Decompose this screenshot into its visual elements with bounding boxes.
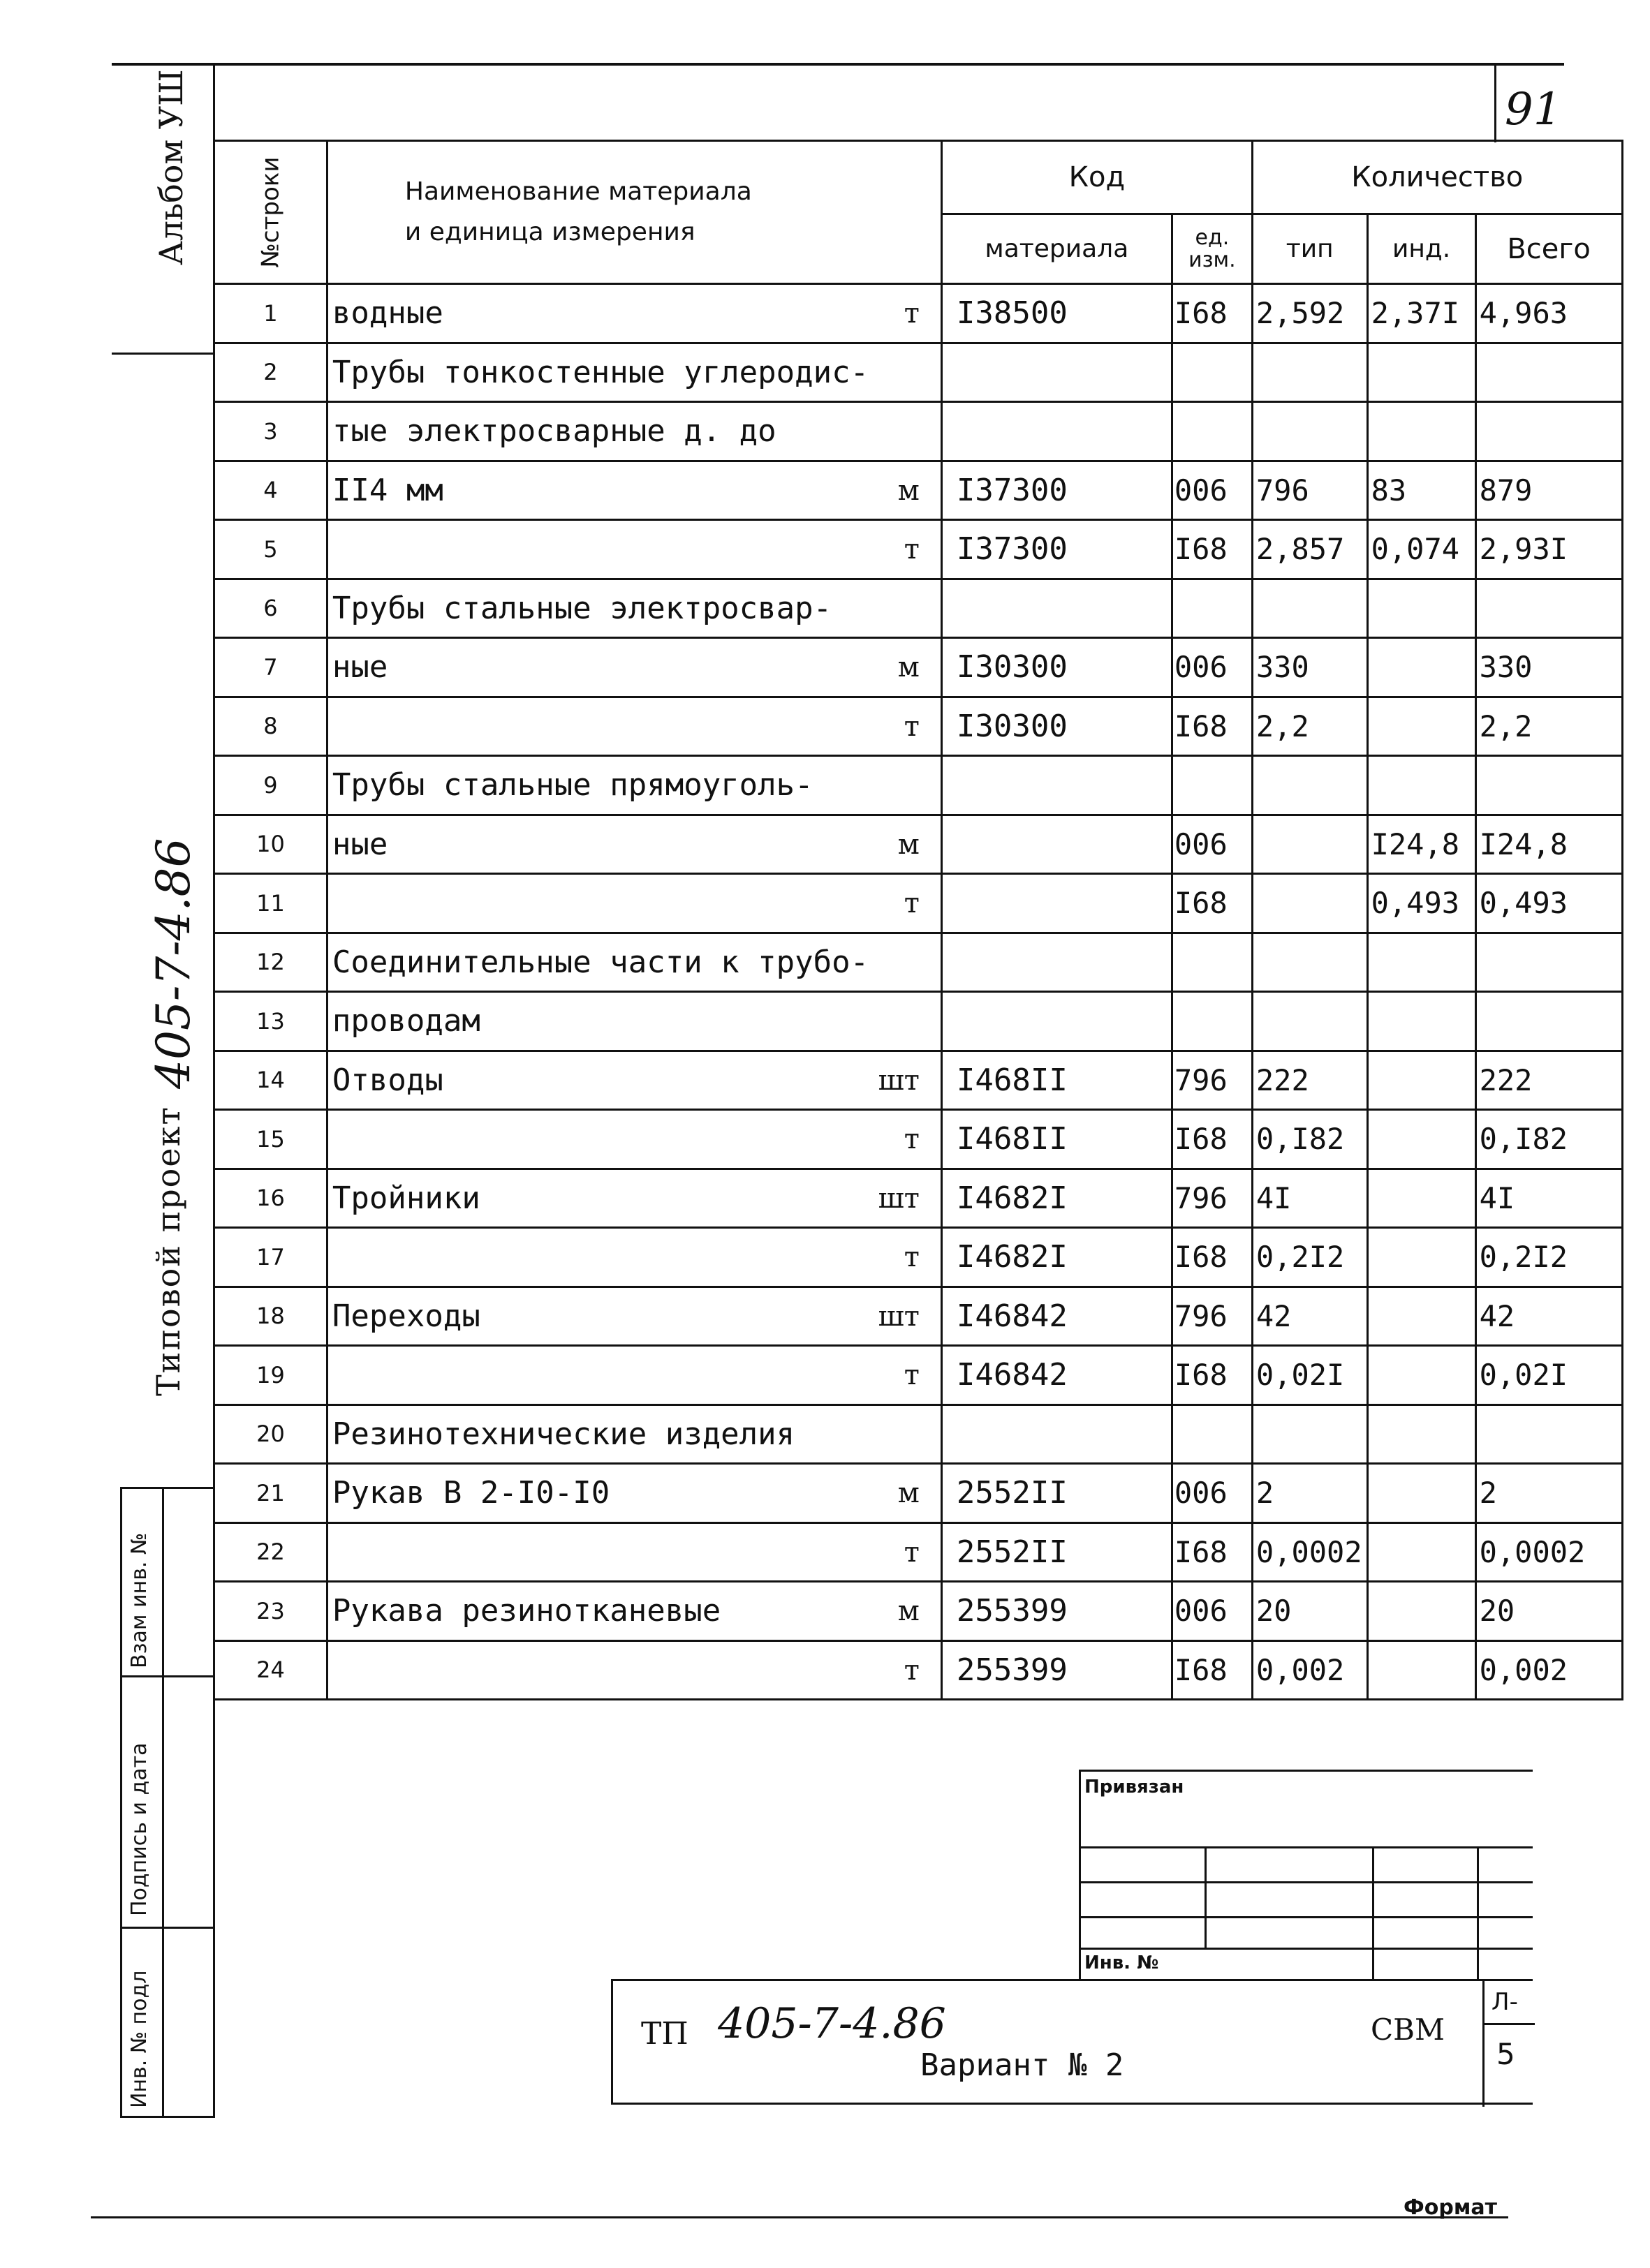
privyazan-label: Привязан <box>1084 1777 1184 1798</box>
format-label: Формат <box>1404 2195 1497 2220</box>
row-number: 22 <box>214 1522 327 1582</box>
unit-label: шт <box>878 1064 920 1097</box>
qty-type: 2,2 <box>1252 697 1367 756</box>
qty-ind <box>1367 1051 1475 1110</box>
qty-total <box>1475 402 1622 461</box>
material-name: водные <box>332 295 443 332</box>
inv-no-label: Инв. № <box>1084 1952 1159 1973</box>
row-number: 6 <box>214 579 327 638</box>
qty-ind <box>1367 343 1475 402</box>
qty-type: 4I <box>1252 1169 1367 1228</box>
row-number: 2 <box>214 343 327 402</box>
qty-type <box>1252 815 1367 874</box>
unit-label: м <box>897 1477 920 1509</box>
unit-code: I68 <box>1172 1640 1252 1700</box>
qty-total: 0,493 <box>1475 874 1622 933</box>
table-row <box>214 284 1623 343</box>
qty-type: 222 <box>1252 1051 1367 1110</box>
material-code: I30300 <box>941 697 1172 756</box>
table-row <box>214 520 1623 579</box>
header-code-group: Код <box>941 141 1252 214</box>
material-name: ные <box>332 649 388 685</box>
qty-total: 0,2I2 <box>1475 1228 1622 1287</box>
table-row <box>214 874 1623 933</box>
title-stamp <box>611 1979 1533 2105</box>
material-name-cell <box>327 402 941 461</box>
qty-ind <box>1367 1228 1475 1287</box>
material-name-cell <box>327 1464 941 1523</box>
unit-code <box>1172 579 1252 638</box>
unit-code <box>1172 756 1252 815</box>
table-row <box>214 1287 1623 1346</box>
material-name: Отводы <box>332 1062 443 1098</box>
unit-code: I68 <box>1172 1110 1252 1169</box>
qty-type: 330 <box>1252 638 1367 697</box>
material-code: I38500 <box>941 284 1172 343</box>
tp-number: 405-7-4.86 <box>718 1999 946 2048</box>
table-row <box>214 1582 1623 1641</box>
unit-label: м <box>897 828 920 861</box>
unit-label: т <box>904 1123 920 1155</box>
material-name-cell <box>327 520 941 579</box>
material-code <box>941 756 1172 815</box>
unit-label: м <box>897 1595 920 1627</box>
row-number: 12 <box>214 933 327 992</box>
variant-label: Вариант № 2 <box>920 2047 1124 2083</box>
header-qty-type: тип <box>1252 214 1367 284</box>
table-row <box>214 1110 1623 1169</box>
sheet-label: Л- <box>1491 1988 1518 2016</box>
table-row <box>214 933 1623 992</box>
material-name-cell <box>327 638 941 697</box>
row-number: 3 <box>214 402 327 461</box>
row-number: 13 <box>214 992 327 1051</box>
material-name: Трубы стальные электросвар- <box>332 590 832 626</box>
qty-type <box>1252 402 1367 461</box>
qty-total: 4I <box>1475 1169 1622 1228</box>
row-number: 16 <box>214 1169 327 1228</box>
material-name: Резинотехнические изделия <box>332 1416 795 1452</box>
unit-code: 006 <box>1172 1582 1252 1641</box>
qty-ind <box>1367 402 1475 461</box>
qty-total <box>1475 992 1622 1051</box>
material-code: 2552II <box>941 1522 1172 1582</box>
spec-table <box>213 140 1623 1700</box>
unit-code <box>1172 1404 1252 1464</box>
qty-type: 0,02I <box>1252 1346 1367 1405</box>
unit-label: т <box>904 1359 920 1391</box>
qty-ind <box>1367 1464 1475 1523</box>
row-number: 4 <box>214 461 327 520</box>
unit-code <box>1172 933 1252 992</box>
stamp-inv-no-podl: Инв. № подл <box>127 1970 152 2108</box>
qty-type <box>1252 343 1367 402</box>
material-code: 255399 <box>941 1640 1172 1700</box>
qty-total <box>1475 756 1622 815</box>
row-number: 24 <box>214 1640 327 1700</box>
material-code <box>941 579 1172 638</box>
material-name-cell <box>327 1169 941 1228</box>
material-code <box>941 815 1172 874</box>
unit-label: т <box>904 297 920 329</box>
project-number-vertical: 405-7-4.86 <box>147 838 200 1089</box>
unit-code: 796 <box>1172 1169 1252 1228</box>
material-code <box>941 402 1172 461</box>
row-number: 19 <box>214 1346 327 1405</box>
qty-total: 330 <box>1475 638 1622 697</box>
table-row <box>214 1464 1623 1523</box>
material-code: I468II <box>941 1051 1172 1110</box>
material-name: Рукава резинотканевые <box>332 1593 721 1629</box>
row-number: 8 <box>214 697 327 756</box>
material-code <box>941 874 1172 933</box>
material-code: I468II <box>941 1110 1172 1169</box>
header-qty-group: Количество <box>1252 141 1622 214</box>
material-code: I37300 <box>941 461 1172 520</box>
stamp-divider-1 <box>120 1675 213 1677</box>
qty-ind <box>1367 1404 1475 1464</box>
unit-code <box>1172 402 1252 461</box>
material-name-cell <box>327 874 941 933</box>
bottom-rule <box>91 2216 1508 2218</box>
unit-label: т <box>904 887 920 919</box>
table-row <box>214 1522 1623 1582</box>
material-name: Тройники <box>332 1180 480 1216</box>
qty-type: 2,592 <box>1252 284 1367 343</box>
material-name-cell <box>327 1287 941 1346</box>
qty-type: 0,0002 <box>1252 1522 1367 1582</box>
material-name-cell <box>327 1404 941 1464</box>
page-number: 91 <box>1505 84 1562 135</box>
material-name-cell <box>327 579 941 638</box>
table-row <box>214 638 1623 697</box>
qty-total <box>1475 1404 1622 1464</box>
material-code <box>941 933 1172 992</box>
material-name: Рукав В 2-I0-I0 <box>332 1475 610 1511</box>
qty-ind <box>1367 1287 1475 1346</box>
album-label: Альбом УШ <box>152 69 190 265</box>
unit-code: 006 <box>1172 1464 1252 1523</box>
privyazan-block <box>1079 1770 1533 1979</box>
qty-type: 0,I82 <box>1252 1110 1367 1169</box>
unit-code: 006 <box>1172 815 1252 874</box>
row-number: 15 <box>214 1110 327 1169</box>
unit-code: I68 <box>1172 1346 1252 1405</box>
material-code: I4682I <box>941 1228 1172 1287</box>
material-code: 2552II <box>941 1464 1172 1523</box>
unit-code <box>1172 343 1252 402</box>
header-code-unit: ед. изм. <box>1172 214 1252 284</box>
qty-total <box>1475 933 1622 992</box>
top-rule <box>112 63 1564 66</box>
material-name-cell <box>327 343 941 402</box>
table-row <box>214 1169 1623 1228</box>
qty-total: 879 <box>1475 461 1622 520</box>
table-row <box>214 992 1623 1051</box>
material-code: I30300 <box>941 638 1172 697</box>
spec-table-body <box>214 284 1623 1700</box>
qty-total: 2 <box>1475 1464 1622 1523</box>
qty-total: 2,93I <box>1475 520 1622 579</box>
header-qty-ind: инд. <box>1367 214 1475 284</box>
qty-type <box>1252 756 1367 815</box>
stamp-divider-2 <box>120 1927 213 1929</box>
qty-ind <box>1367 1110 1475 1169</box>
unit-code: I68 <box>1172 520 1252 579</box>
project-caption: Типовой проект <box>149 1106 187 1396</box>
header-code-material: материала <box>941 214 1172 284</box>
qty-total: 0,002 <box>1475 1640 1622 1700</box>
table-row <box>214 402 1623 461</box>
material-name-cell <box>327 284 941 343</box>
material-name-cell <box>327 1346 941 1405</box>
row-number: 23 <box>214 1582 327 1641</box>
unit-code: 006 <box>1172 638 1252 697</box>
unit-label: т <box>904 710 920 743</box>
material-code: I4682I <box>941 1169 1172 1228</box>
qty-ind <box>1367 756 1475 815</box>
qty-ind <box>1367 697 1475 756</box>
material-name-cell <box>327 1051 941 1110</box>
table-row <box>214 756 1623 815</box>
row-number: 9 <box>214 756 327 815</box>
qty-ind <box>1367 1169 1475 1228</box>
unit-label: т <box>904 1654 920 1687</box>
sheet-number: 5 <box>1496 2037 1515 2071</box>
material-name-cell <box>327 1640 941 1700</box>
table-row <box>214 343 1623 402</box>
qty-type: 2,857 <box>1252 520 1367 579</box>
row-number: 21 <box>214 1464 327 1523</box>
album-divider <box>112 353 215 355</box>
qty-total: 4,963 <box>1475 284 1622 343</box>
row-number: 7 <box>214 638 327 697</box>
unit-code: 796 <box>1172 1287 1252 1346</box>
row-number: 20 <box>214 1404 327 1464</box>
row-number: 18 <box>214 1287 327 1346</box>
qty-total: 0,I82 <box>1475 1110 1622 1169</box>
qty-ind <box>1367 1582 1475 1641</box>
unit-label: т <box>904 1536 920 1569</box>
material-code <box>941 1404 1172 1464</box>
header-row-no: №строки <box>214 141 327 284</box>
qty-total: 2,2 <box>1475 697 1622 756</box>
table-row <box>214 697 1623 756</box>
qty-ind: 0,074 <box>1367 520 1475 579</box>
qty-total <box>1475 343 1622 402</box>
material-name: Трубы стальные прямоуголь- <box>332 767 813 803</box>
material-name: II4 мм <box>332 472 443 508</box>
material-code <box>941 343 1172 402</box>
stamp-signature-date: Подпись и дата <box>127 1742 152 1916</box>
qty-ind: 2,37I <box>1367 284 1475 343</box>
qty-ind <box>1367 1522 1475 1582</box>
header-name: Наименование материала и единица измерения <box>327 141 941 284</box>
table-row <box>214 461 1623 520</box>
qty-type <box>1252 874 1367 933</box>
row-number: 11 <box>214 874 327 933</box>
qty-type <box>1252 992 1367 1051</box>
qty-type: 0,002 <box>1252 1640 1367 1700</box>
material-name-cell <box>327 1110 941 1169</box>
header-qty-total: Всего <box>1475 214 1622 284</box>
unit-code: I68 <box>1172 1228 1252 1287</box>
unit-label: т <box>904 533 920 565</box>
unit-code: 796 <box>1172 1051 1252 1110</box>
qty-ind: I24,8 <box>1367 815 1475 874</box>
material-code: I46842 <box>941 1287 1172 1346</box>
qty-ind <box>1367 1346 1475 1405</box>
unit-label: шт <box>878 1182 920 1215</box>
material-name: проводам <box>332 1003 480 1039</box>
material-code: I37300 <box>941 520 1172 579</box>
stamp-vzam-inv: Взам инв. № <box>127 1532 152 1668</box>
stamp-inner-line <box>162 1487 164 2118</box>
qty-total: 20 <box>1475 1582 1622 1641</box>
qty-total <box>1475 579 1622 638</box>
material-code <box>941 992 1172 1051</box>
unit-code: I68 <box>1172 284 1252 343</box>
qty-type: 2 <box>1252 1464 1367 1523</box>
table-row <box>214 1051 1623 1110</box>
qty-type: 42 <box>1252 1287 1367 1346</box>
row-number: 14 <box>214 1051 327 1110</box>
unit-label: т <box>904 1241 920 1273</box>
qty-ind <box>1367 933 1475 992</box>
material-name: Соединительные части к трубо- <box>332 944 869 980</box>
qty-ind: 0,493 <box>1367 874 1475 933</box>
section-code: СВМ <box>1371 2013 1445 2047</box>
qty-ind <box>1367 638 1475 697</box>
material-name: Трубы тонкостенные углеродис- <box>332 354 869 390</box>
row-number: 5 <box>214 520 327 579</box>
material-name-cell <box>327 815 941 874</box>
material-name-cell <box>327 992 941 1051</box>
table-row <box>214 1346 1623 1405</box>
row-number: 1 <box>214 284 327 343</box>
table-row <box>214 1228 1623 1287</box>
unit-code: 006 <box>1172 461 1252 520</box>
qty-total: I24,8 <box>1475 815 1622 874</box>
unit-code <box>1172 992 1252 1051</box>
qty-ind <box>1367 1640 1475 1700</box>
material-name-cell <box>327 461 941 520</box>
qty-ind <box>1367 992 1475 1051</box>
material-code: I46842 <box>941 1346 1172 1405</box>
unit-label: шт <box>878 1300 920 1333</box>
row-number: 10 <box>214 815 327 874</box>
table-row <box>214 815 1623 874</box>
unit-code: I68 <box>1172 1522 1252 1582</box>
unit-code: I68 <box>1172 874 1252 933</box>
page-number-divider <box>1494 66 1496 142</box>
qty-type: 0,2I2 <box>1252 1228 1367 1287</box>
qty-type <box>1252 579 1367 638</box>
table-row <box>214 1640 1623 1700</box>
unit-code: I68 <box>1172 697 1252 756</box>
material-name: ные <box>332 826 388 862</box>
qty-type: 20 <box>1252 1582 1367 1641</box>
material-name-cell <box>327 1522 941 1582</box>
material-name-cell <box>327 756 941 815</box>
qty-total: 222 <box>1475 1051 1622 1110</box>
qty-ind: 83 <box>1367 461 1475 520</box>
material-name: Переходы <box>332 1298 480 1334</box>
material-name-cell <box>327 1582 941 1641</box>
material-name: тые электросварные д. до <box>332 413 776 450</box>
table-row <box>214 579 1623 638</box>
table-row <box>214 1404 1623 1464</box>
unit-label: м <box>897 474 920 507</box>
tp-prefix: ТП <box>641 2016 688 2052</box>
unit-label: м <box>897 651 920 683</box>
material-code: 255399 <box>941 1582 1172 1641</box>
qty-total: 42 <box>1475 1287 1622 1346</box>
qty-type <box>1252 1404 1367 1464</box>
qty-total: 0,02I <box>1475 1346 1622 1405</box>
qty-total: 0,0002 <box>1475 1522 1622 1582</box>
row-number: 17 <box>214 1228 327 1287</box>
material-name-cell <box>327 697 941 756</box>
qty-ind <box>1367 579 1475 638</box>
material-name-cell <box>327 1228 941 1287</box>
qty-type: 796 <box>1252 461 1367 520</box>
qty-type <box>1252 933 1367 992</box>
material-name-cell <box>327 933 941 992</box>
